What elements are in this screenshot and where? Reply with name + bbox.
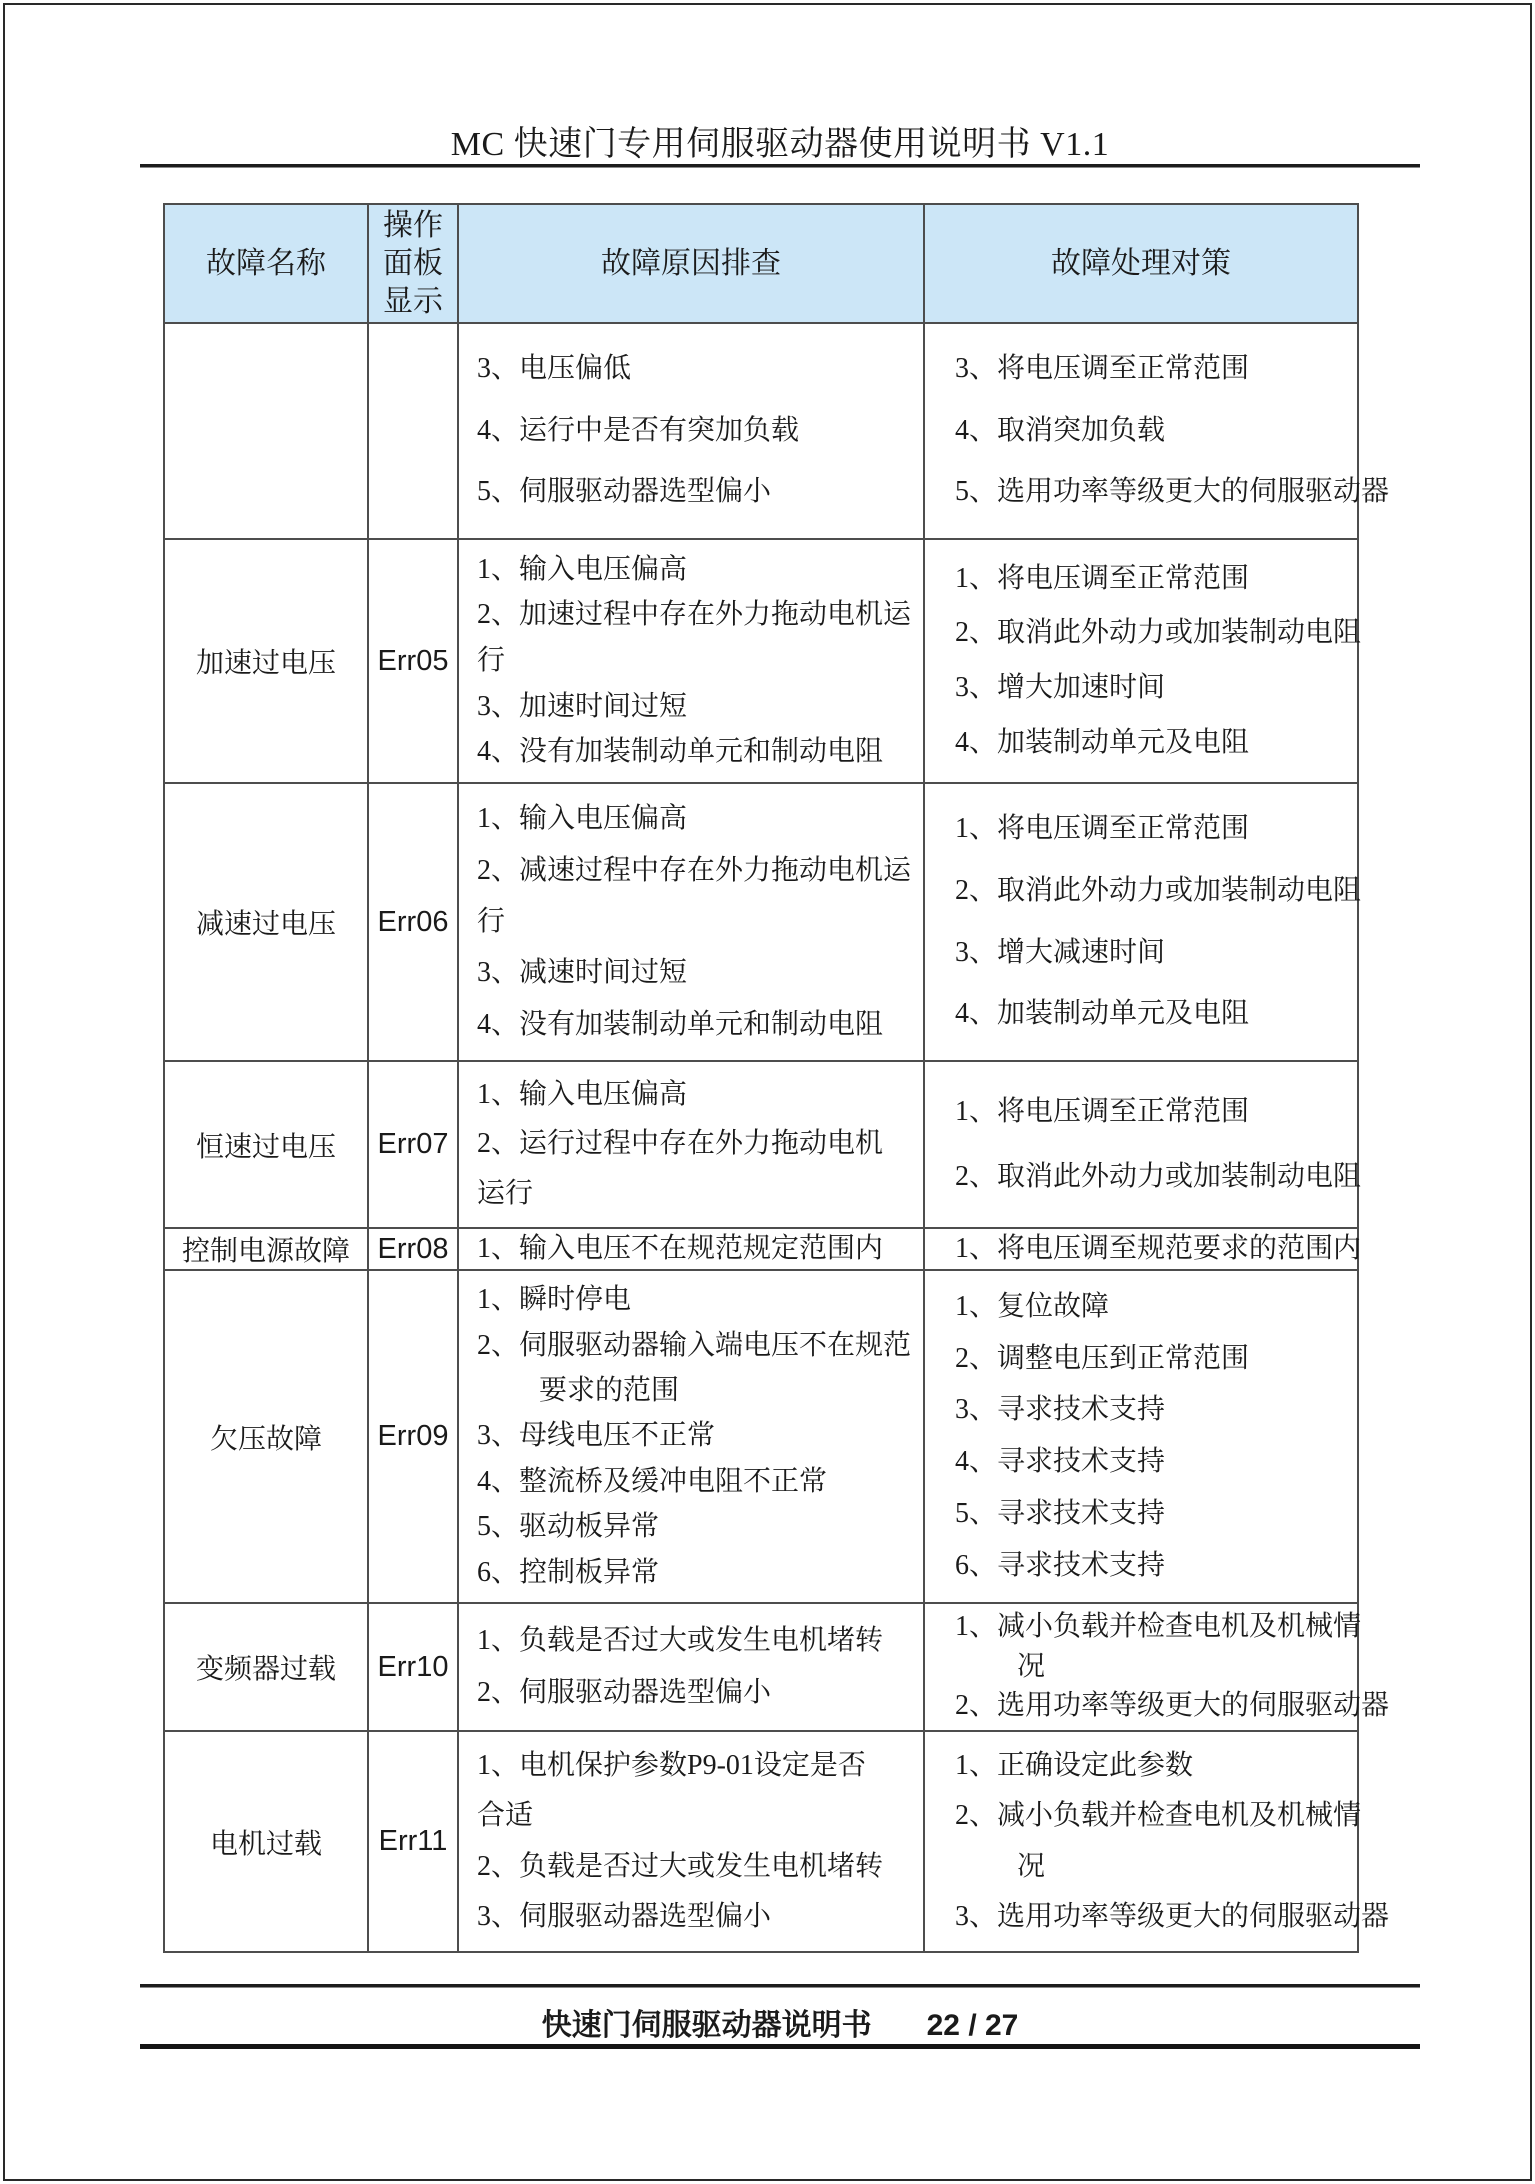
solution-line: 3、选用功率等级更大的伺服驱动器: [955, 1900, 1390, 1932]
fault-causes: [458, 539, 924, 783]
fault-code: Err06: [368, 783, 458, 1061]
cause-line: 4、运行中是否有突加负载: [477, 414, 800, 446]
fault-solutions: [924, 783, 1362, 1061]
fault-name: 减速过电压: [164, 783, 368, 1061]
col-header-fault-name: 故障名称: [164, 204, 368, 323]
fault-solutions: [924, 539, 1362, 783]
fault-causes: [458, 1731, 924, 1952]
cause-line: 运行: [477, 1177, 534, 1209]
fault-name: [164, 323, 368, 539]
document-title: MC 快速门专用伺服驱动器使用说明书 V1.1: [450, 126, 1110, 163]
cause-line: 4、没有加装制动单元和制动电阻: [477, 736, 884, 768]
solution-line: 1、将电压调至正常范围: [955, 1095, 1250, 1127]
cause-line: 3、减速时间过短: [477, 957, 688, 989]
solution-line: 3、增大减速时间: [955, 936, 1166, 968]
solution-line: 4、加装制动单元及电阻: [955, 998, 1250, 1030]
solution-line: 3、将电压调至正常范围: [955, 353, 1250, 385]
solution-line: 5、寻求技术支持: [955, 1498, 1166, 1530]
fault-code: Err07: [368, 1061, 458, 1228]
cause-line: 1、输入电压偏高: [477, 553, 688, 585]
cause-line: 1、输入电压偏高: [477, 1079, 688, 1111]
fault-causes: [458, 323, 924, 539]
cause-line: 行: [477, 644, 506, 676]
cause-line: 5、伺服驱动器选型偏小: [477, 476, 772, 508]
solution-line: 1、正确设定此参数: [955, 1750, 1194, 1782]
cause-line: 1、瞬时停电: [477, 1284, 632, 1316]
fault-code: Err08: [368, 1228, 458, 1270]
solution-line: 1、复位故障: [955, 1290, 1110, 1322]
table-row: [164, 1270, 1358, 1603]
solution-line: 1、将电压调至正常范围: [955, 562, 1250, 594]
cause-line: 1、输入电压不在规范规定范围内: [477, 1232, 884, 1264]
cause-line: 合适: [477, 1800, 534, 1832]
fault-table: [163, 203, 1390, 1953]
table-row: [164, 783, 1358, 1061]
solution-line: 1、将电压调至规范要求的范围内: [955, 1232, 1362, 1264]
fault-code: Err10: [368, 1603, 458, 1731]
solution-line: 6、寻求技术支持: [955, 1550, 1166, 1582]
fault-code: Err11: [368, 1731, 458, 1952]
table-row: [164, 1061, 1358, 1228]
fault-name: 电机过载: [164, 1731, 368, 1952]
solution-line: 4、取消突加负载: [955, 414, 1166, 446]
solution-line: 4、寻求技术支持: [955, 1446, 1166, 1478]
fault-causes: [458, 1228, 924, 1270]
cause-line: 4、没有加装制动单元和制动电阻: [477, 1008, 884, 1040]
solution-line: 3、增大加速时间: [955, 672, 1166, 704]
cause-line: 2、伺服驱动器选型偏小: [477, 1677, 772, 1709]
table-header-row: [164, 204, 1358, 323]
cause-line: 5、驱动板异常: [477, 1511, 660, 1543]
table-row: [164, 1731, 1358, 1952]
footer-doc-name: 快速门伺服驱动器说明书: [541, 2009, 872, 2042]
cause-line: 1、负载是否过大或发生电机堵转: [477, 1624, 884, 1656]
cause-line: 2、负载是否过大或发生电机堵转: [477, 1850, 884, 1882]
fault-solutions: [924, 1603, 1390, 1731]
solution-line: 况: [1017, 1650, 1046, 1682]
cause-line: 3、母线电压不正常: [477, 1420, 716, 1452]
cause-line: 3、加速时间过短: [477, 690, 688, 722]
fault-solutions: [924, 1270, 1358, 1603]
fault-code: Err05: [368, 539, 458, 783]
cause-line: 3、伺服驱动器选型偏小: [477, 1900, 772, 1932]
cause-line: 1、输入电压偏高: [477, 803, 688, 835]
fault-code: [368, 323, 458, 539]
solution-line: 2、取消此外动力或加装制动电阻: [955, 617, 1362, 649]
cause-line: 2、减速过程中存在外力拖动电机运: [477, 854, 912, 886]
fault-code: Err09: [368, 1270, 458, 1603]
fault-causes: [458, 1603, 924, 1731]
fault-causes: [458, 1270, 924, 1603]
table-row: [164, 539, 1358, 783]
col-header-panel-display: [368, 204, 458, 323]
solution-line: 4、加装制动单元及电阻: [955, 727, 1250, 759]
table-row: [164, 323, 1358, 539]
footer-rule-top: [140, 1984, 1420, 1988]
fault-solutions: [924, 1228, 1362, 1270]
solution-line: 1、将电压调至正常范围: [955, 813, 1250, 845]
fault-solutions: [924, 323, 1390, 539]
col-header-panel-display-label: 操作面板显示: [383, 208, 443, 318]
fault-causes: [458, 1061, 924, 1228]
footer-page-number: 22 / 27: [926, 2009, 1019, 2042]
page-footer: [140, 2000, 1420, 2044]
table-row: [164, 1228, 1358, 1270]
solution-line: 2、调整电压到正常范围: [955, 1342, 1250, 1374]
cause-line: 行: [477, 905, 506, 937]
solution-line: 2、取消此外动力或加装制动电阻: [955, 875, 1362, 907]
solution-line: 5、选用功率等级更大的伺服驱动器: [955, 476, 1390, 508]
col-header-cause-check: 故障原因排查: [458, 204, 924, 323]
fault-name: 恒速过电压: [164, 1061, 368, 1228]
fault-name: 欠压故障: [164, 1270, 368, 1603]
cause-line: 2、加速过程中存在外力拖动电机运: [477, 599, 912, 631]
table-row: [164, 1603, 1358, 1731]
solution-line: 2、取消此外动力或加装制动电阻: [955, 1161, 1362, 1193]
solution-line: 1、减小负载并检查电机及机械情: [955, 1611, 1362, 1643]
solution-line: 2、减小负载并检查电机及机械情: [955, 1800, 1362, 1832]
cause-line: 6、控制板异常: [477, 1556, 660, 1588]
cause-line: 2、运行过程中存在外力拖动电机: [477, 1128, 884, 1160]
fault-name: 变频器过载: [164, 1603, 368, 1731]
fault-name: 加速过电压: [164, 539, 368, 783]
col-header-countermeasure: 故障处理对策: [924, 204, 1358, 323]
solution-line: 况: [1017, 1850, 1046, 1882]
fault-causes: [458, 783, 924, 1061]
footer-rule-bottom: [140, 2044, 1420, 2049]
cause-line: 3、电压偏低: [477, 353, 632, 385]
cause-line: 1、电机保护参数P9-01设定是否: [477, 1750, 866, 1782]
solution-line: 2、选用功率等级更大的伺服驱动器: [955, 1690, 1390, 1722]
fault-solutions: [924, 1061, 1362, 1228]
header-rule: [140, 164, 1420, 168]
cause-line: 要求的范围: [539, 1374, 680, 1406]
cause-line: 2、伺服驱动器输入端电压不在规范: [477, 1329, 912, 1361]
fault-solutions: [924, 1731, 1390, 1952]
fault-name: 控制电源故障: [164, 1228, 368, 1270]
solution-line: 3、寻求技术支持: [955, 1394, 1166, 1426]
cause-line: 4、整流桥及缓冲电阻不正常: [477, 1465, 828, 1497]
